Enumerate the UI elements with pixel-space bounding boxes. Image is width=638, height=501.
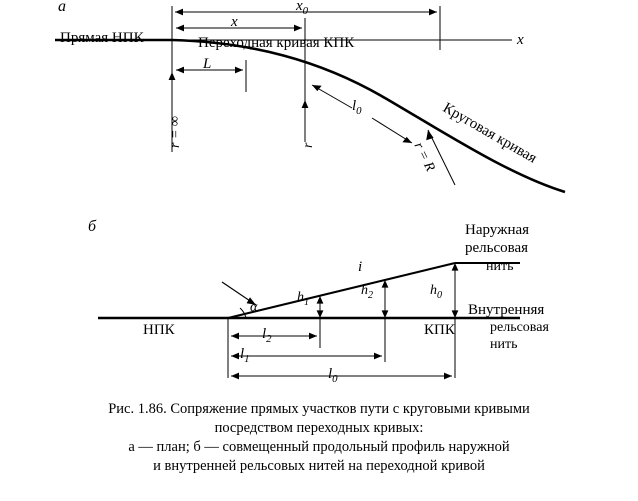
profile-start-label: НПК <box>143 322 175 338</box>
arrowhead <box>374 353 382 360</box>
plan-dim-l0-label: $l_0$ <box>352 98 362 117</box>
profile-h2-label: $h_2$ <box>361 283 374 301</box>
arrowhead <box>302 100 309 108</box>
plan-R-label: r = R <box>410 140 438 174</box>
profile-dim-l2-label: $l_2$ <box>262 326 272 345</box>
profile-dim-l1-label: $l_1$ <box>240 346 250 365</box>
caption-line-3: а — план; б — совмещенный продольный профиль наружной <box>128 439 510 455</box>
plan-r-infinite-label: r = ∞ <box>168 116 183 148</box>
panel-b-label: б <box>88 218 97 235</box>
profile-inner-rail-line1: Внутренняя <box>468 302 545 318</box>
plan-dim-x0-label: $x_0$ <box>296 0 309 17</box>
arrowhead <box>176 25 184 32</box>
plan-circular-label: Круговая кривая <box>440 100 540 167</box>
plan-dim-x-label: x <box>231 14 238 30</box>
plan-dim-L-label: L <box>203 56 212 72</box>
profile-h1-label: $h_1$ <box>297 290 310 308</box>
arrowhead <box>169 72 176 80</box>
profile-alpha-label: α <box>250 300 258 315</box>
profile-dim-l0-label: $l_0$ <box>328 366 338 385</box>
profile-end-label: КПК <box>424 322 455 338</box>
arrowhead <box>175 9 183 16</box>
plan-curve <box>172 40 565 192</box>
arrowhead <box>176 67 184 74</box>
arrowhead <box>235 67 243 74</box>
arrowhead <box>231 333 239 340</box>
arrowhead <box>429 9 437 16</box>
arrowhead <box>231 353 239 360</box>
figure-caption <box>0 400 638 476</box>
panel-a-label: а <box>58 0 66 15</box>
profile-outer-rail-line <box>228 263 455 318</box>
profile-outer-rail-line2: рельсовая <box>465 240 529 256</box>
caption-line-1: Рис. 1.86. Сопряжение прямых участков пути с круговыми кривыми <box>108 401 530 417</box>
arrowhead <box>231 373 239 380</box>
plan-r-label: r <box>301 142 316 148</box>
plan-transition-label: Переходная кривая КПК <box>198 35 355 51</box>
profile-outer-rail-line3: нить <box>486 259 514 274</box>
profile-inner-rail-line2: рельсовая <box>490 320 549 335</box>
arrowhead <box>294 25 302 32</box>
arrowhead <box>309 333 317 340</box>
profile-h0-label: $h_0$ <box>430 283 443 301</box>
plan-axis-label: x <box>517 32 524 48</box>
plan-straight-label: Прямая НПК <box>60 30 144 46</box>
caption-line-2: посредством переходных кривых: <box>214 420 424 436</box>
profile-inner-rail-line3: нить <box>490 337 518 352</box>
profile-outer-rail-line1: Наружная <box>465 222 530 238</box>
caption-line-4: и внутренней рельсовых нитей на переходной кривой <box>153 458 485 474</box>
arrowhead <box>444 373 452 380</box>
profile-slope-label: i <box>358 259 363 275</box>
